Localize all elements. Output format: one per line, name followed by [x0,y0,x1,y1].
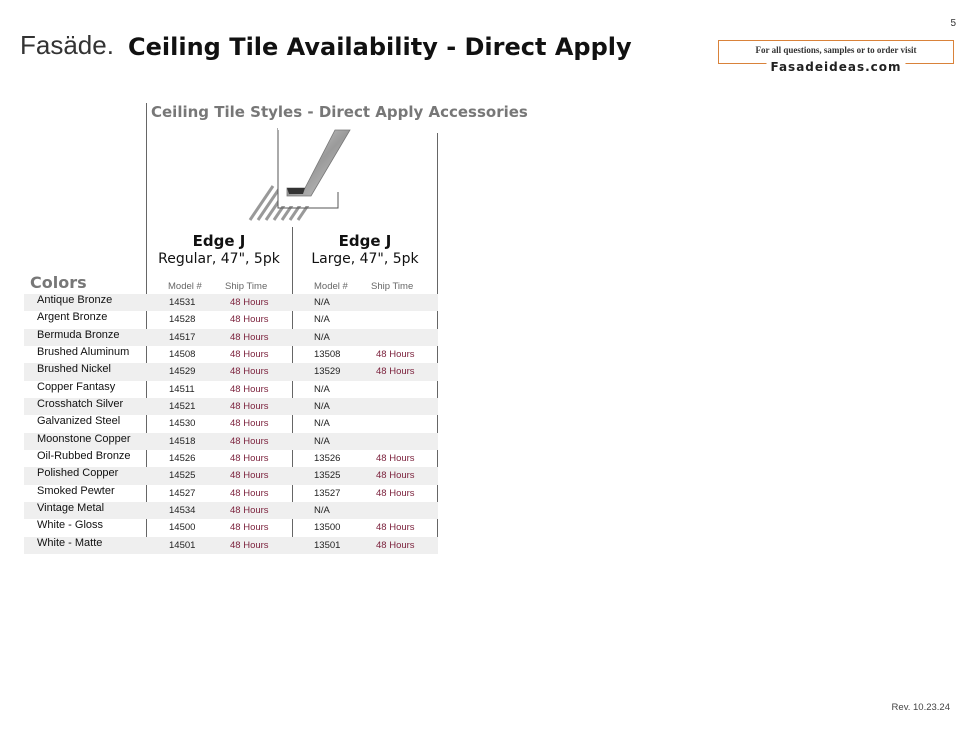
model-number: 14529 [169,366,196,378]
model-number: 14530 [169,418,196,430]
color-name: Bermuda Bronze [37,328,120,341]
model-number: 14517 [169,331,196,343]
product-name: Edge J [338,232,392,250]
model-number: 14525 [169,470,196,482]
ship-time: 48 Hours [230,314,269,326]
ship-time: 48 Hours [230,539,269,551]
ship-time: 48 Hours [230,418,269,430]
model-number: 13508 [314,349,341,361]
model-number: 13501 [314,539,341,551]
edge-j-trim-image [245,128,355,223]
website-link[interactable]: Fasadeideas.com [766,60,905,74]
model-number: N/A [314,418,330,430]
model-number: 14508 [169,349,196,361]
model-number: 13529 [314,366,341,378]
ship-time-header: Ship Time [371,281,414,292]
ship-time: 48 Hours [230,505,269,517]
ship-time: 48 Hours [230,366,269,378]
contact-text: For all questions, samples or to order visit [755,45,917,55]
contact-box [718,40,954,74]
ship-time: 48 Hours [230,349,269,361]
product-name: Edge J [192,232,246,250]
model-number: N/A [314,331,330,343]
product-desc: Regular, 47", 5pk [158,251,280,267]
ship-time: 48 Hours [376,349,415,361]
ship-time: 48 Hours [230,331,269,343]
color-name: Crosshatch Silver [37,398,124,411]
color-name: White - Matte [37,536,103,549]
table-row [24,537,438,554]
ship-time: 48 Hours [230,401,269,413]
model-number: N/A [314,314,330,326]
section-title: Ceiling Tile Styles - Direct Apply Accessories [151,103,528,121]
color-name: Smoked Pewter [37,484,115,497]
model-number: N/A [314,383,330,395]
model-number: 14527 [169,487,196,499]
model-header: Model # [314,281,348,292]
color-name: Oil-Rubbed Bronze [37,450,131,463]
model-number: 14528 [169,314,196,326]
model-number: 13500 [314,522,341,534]
ship-time: 48 Hours [376,470,415,482]
model-number: 14534 [169,505,196,517]
model-number: 14518 [169,435,196,447]
model-number: N/A [314,505,330,517]
ship-time-header: Ship Time [225,281,268,292]
model-number: 14521 [169,401,196,413]
ship-time: 48 Hours [376,539,415,551]
color-name: Moonstone Copper [37,432,131,445]
model-number: 14501 [169,539,196,551]
ship-time: 48 Hours [230,522,269,534]
ship-time: 48 Hours [230,487,269,499]
model-header: Model # [168,281,202,292]
model-number: 13526 [314,453,341,465]
color-name: Copper Fantasy [37,380,116,393]
ship-time: 48 Hours [230,435,269,447]
brand-logo: Fasäde. [20,30,114,60]
product-header-regular [148,232,290,267]
ship-time: 48 Hours [230,453,269,465]
model-number: 14526 [169,453,196,465]
model-number: 14531 [169,297,196,308]
model-number: N/A [314,401,330,413]
model-number: 14500 [169,522,196,534]
ship-time: 48 Hours [230,383,269,395]
color-name: Galvanized Steel [37,415,121,428]
color-name: Antique Bronze [37,294,113,306]
model-number: 13525 [314,470,341,482]
colors-heading: Colors [30,273,87,292]
color-name: Brushed Nickel [37,363,111,376]
page-title: Ceiling Tile Availability - Direct Apply [128,33,632,61]
ship-time: 48 Hours [230,470,269,482]
ship-time: 48 Hours [376,522,415,534]
color-name: Argent Bronze [37,311,108,324]
color-name: Brushed Aluminum [37,346,130,359]
color-name: White - Gloss [37,519,104,532]
model-number: N/A [314,435,330,447]
product-header-large [294,232,436,267]
color-name: Polished Copper [37,467,119,480]
ship-time: 48 Hours [376,366,415,378]
ship-time: 48 Hours [376,453,415,465]
model-number: N/A [314,297,330,308]
ship-time: 48 Hours [230,297,269,308]
availability-table [24,294,438,554]
revision-date: Rev. 10.23.24 [891,702,950,713]
model-number: 13527 [314,487,341,499]
model-number: 14511 [169,383,195,395]
product-desc: Large, 47", 5pk [311,251,419,267]
color-name: Vintage Metal [37,502,105,515]
page-number: 5 [950,18,956,29]
ship-time: 48 Hours [376,487,415,499]
